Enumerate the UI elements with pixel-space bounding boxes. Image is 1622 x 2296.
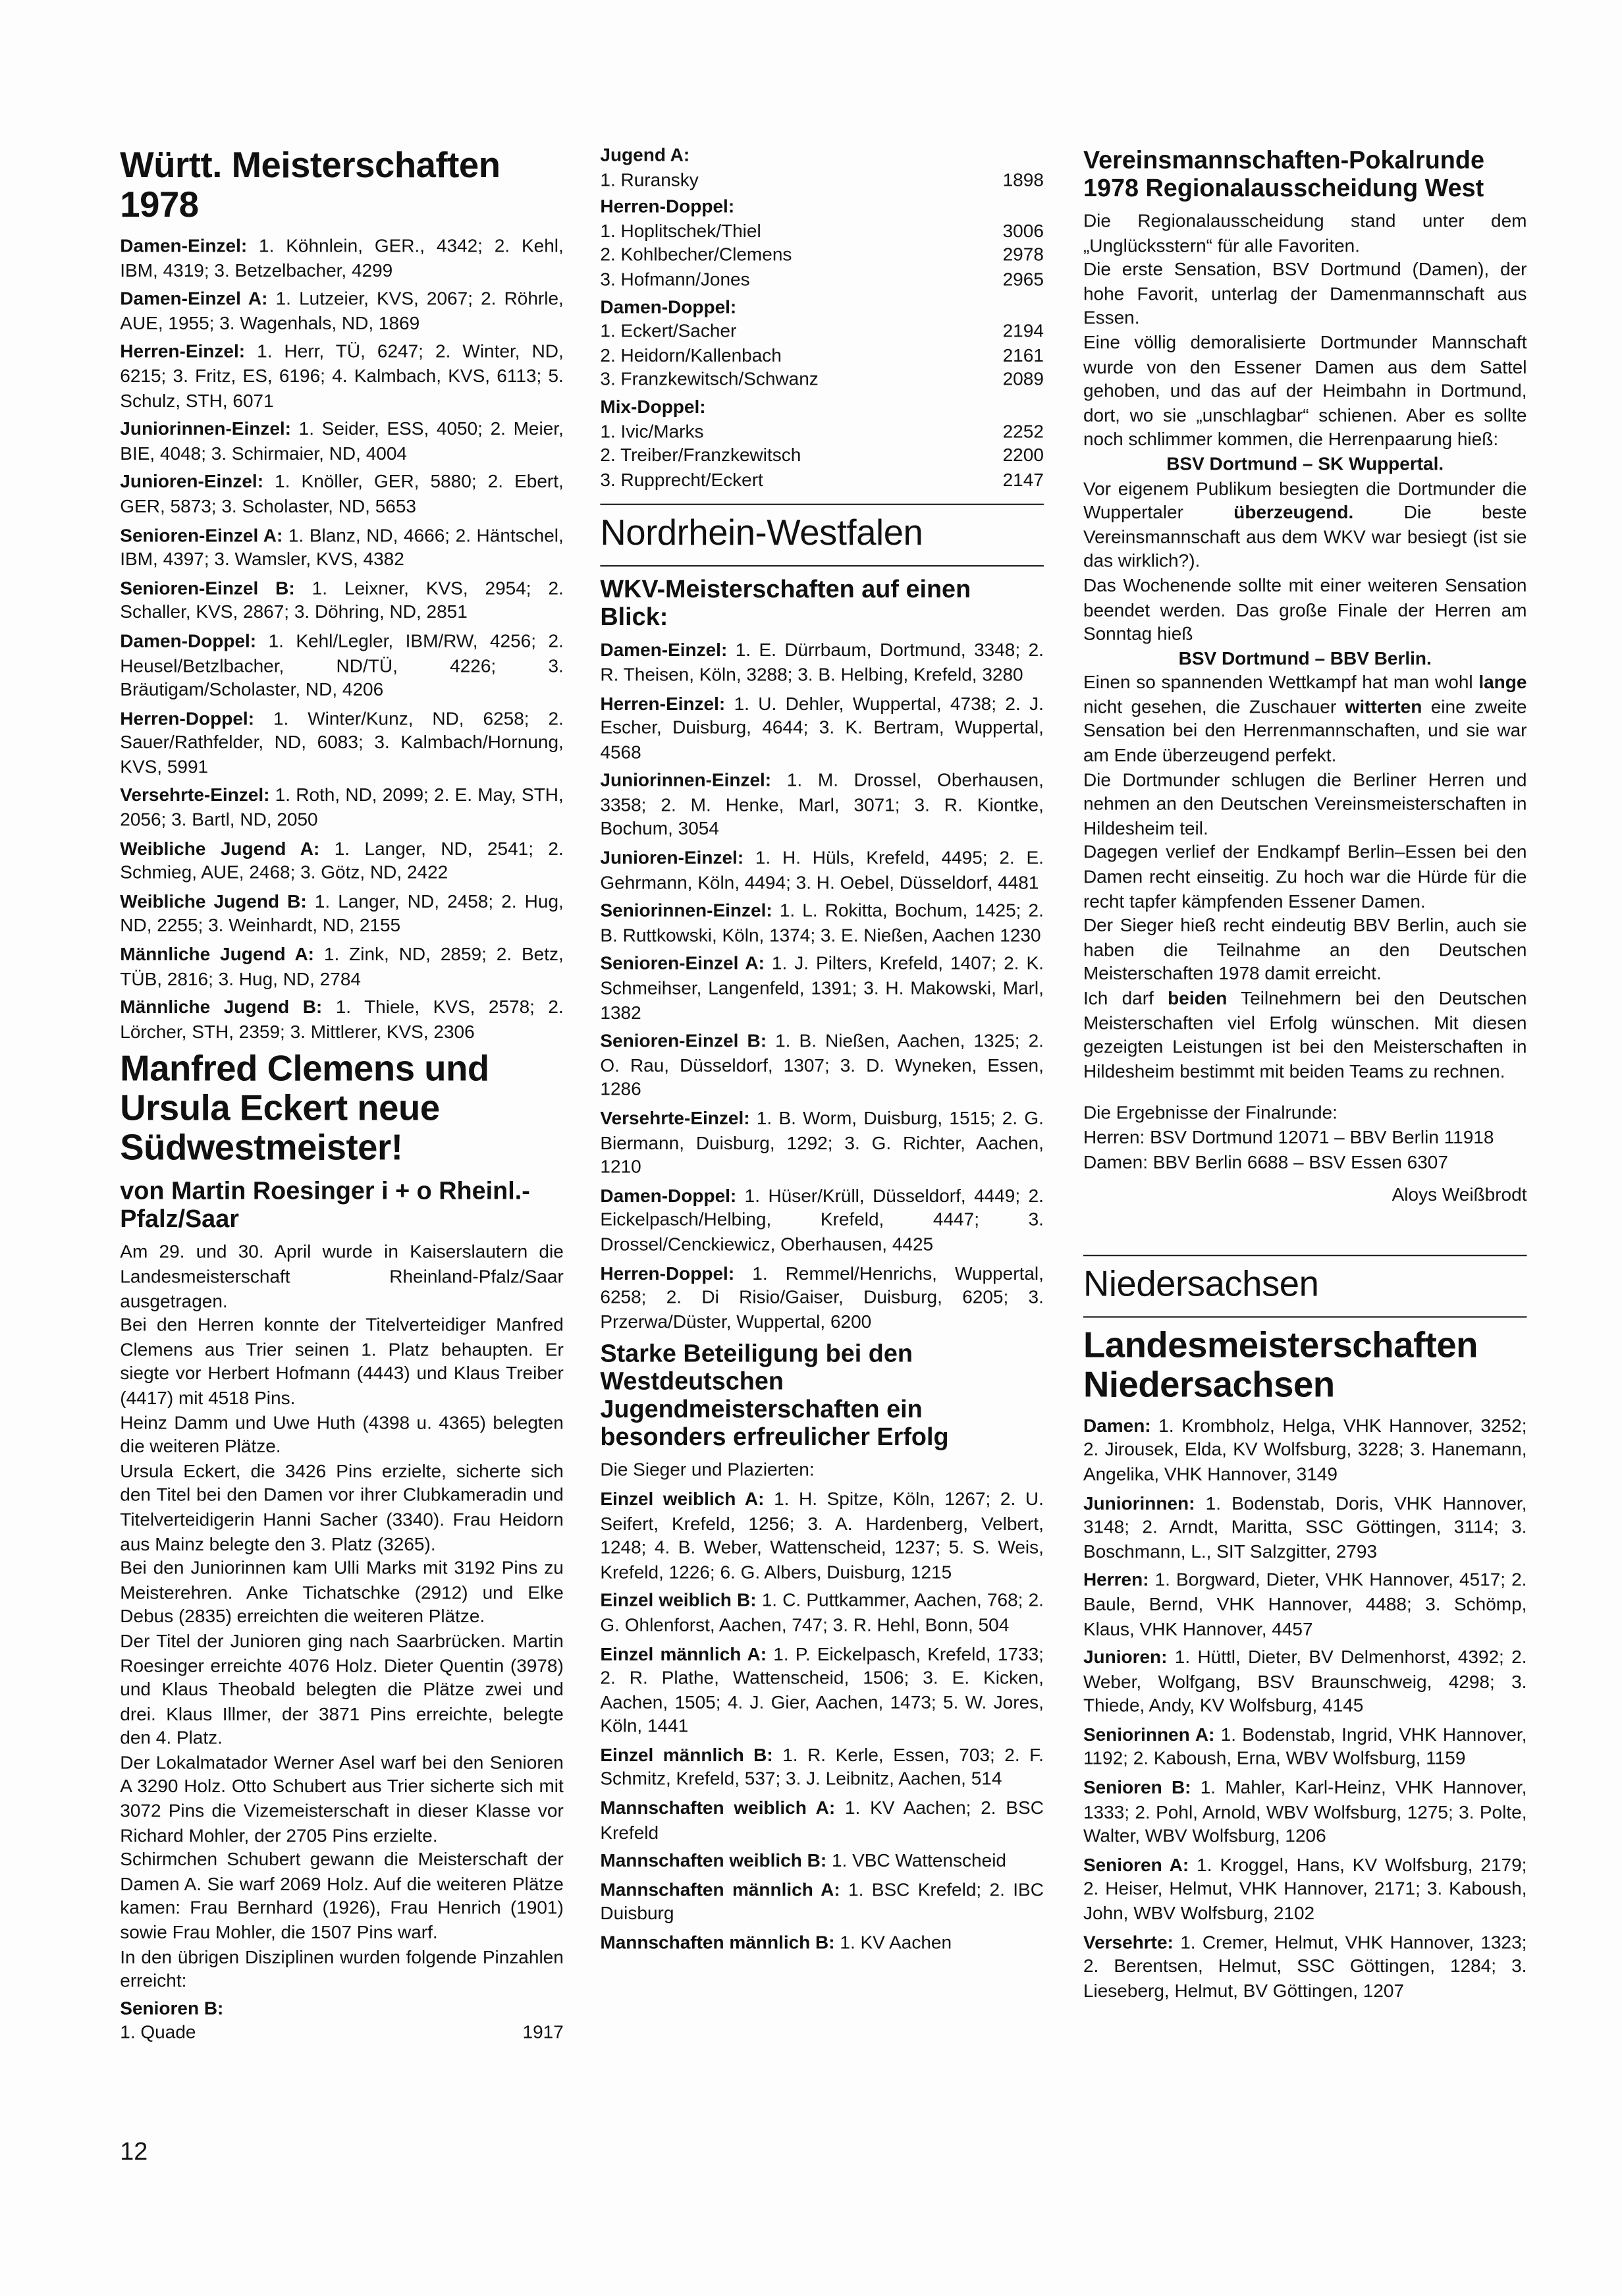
result-name: 3. Hofmann/Jones <box>600 269 750 290</box>
category-label: Damen-Einzel: <box>600 640 728 661</box>
paragraph <box>1083 209 1527 258</box>
sub-heading: WKV-Meisterschaften auf einen Blick: <box>600 576 971 632</box>
text-run: Die Sieger und Plazierten: <box>600 1460 815 1481</box>
region-heading: Niedersachsen <box>1083 1265 1319 1305</box>
category-label: Damen-Einzel: <box>120 235 248 257</box>
paragraph <box>120 996 564 1045</box>
paragraph <box>1083 1101 1527 1126</box>
text-run: 1. H. Spitze, Köln, 1267; 2. U. Seifert, Krefeld, 1256; 3. A. Hardenberg, Velbert, 1248; 4. B. Weber, Wattenscheid, 1237; 5. S. Weis, Krefeld, 1226; 6. G. Albers, Duisburg, 1215 <box>600 1489 1044 1583</box>
paragraph <box>120 418 564 466</box>
result-score: 1898 <box>1002 169 1044 190</box>
paragraph <box>1083 1414 1527 1487</box>
sub-heading: von Martin Roesinger i + o Rheinl.-Pfalz/Saar <box>120 1178 530 1234</box>
text-run: Dagegen verlief der Endkampf Berlin–Essen bei den Damen recht einseitig. Zu hoch war die Hürde für die recht tapfer kämpfenden Essener Damen. <box>1083 842 1527 912</box>
result-name: 3. Franzkewitsch/Schwanz <box>600 369 819 391</box>
result-name: 1. Quade <box>120 2022 196 2043</box>
text-run: 1. Bodenstab, Ingrid, VHK Hannover, 1192; 2. Kaboush, Erna, WBV Wolfsburg, 1159 <box>1083 1724 1527 1770</box>
paragraph <box>120 524 564 572</box>
paragraph <box>120 576 564 625</box>
text-run: eine zweite Sensation bei den Herrenmannschaften, und sie war am Ende überzeugend perfekt. <box>1083 696 1527 766</box>
category-label: Männliche Jugend A: <box>120 944 315 965</box>
sub-heading: Vereinsmannschaften-Pokalrunde 1978 Regionalausscheidung West <box>1083 146 1484 202</box>
paragraph <box>600 1797 1044 1845</box>
paragraph <box>1083 477 1527 574</box>
paragraph <box>1083 1568 1527 1641</box>
category-label: Mix-Doppel: <box>600 396 706 418</box>
text-run: Heinz Damm und Uwe Huth (4398 u. 4365) belegten die weiteren Plätze. <box>120 1412 564 1458</box>
text-run: 1. Langer, ND, 2541; 2. Schmieg, AUE, 2468; 3. Götz, ND, 2422 <box>120 838 564 883</box>
spacer <box>1083 1084 1527 1102</box>
result-name: 2. Heidorn/Kallenbach <box>600 345 782 366</box>
result-row <box>600 368 1044 393</box>
category-label: Senioren-Einzel A: <box>120 524 283 546</box>
paragraph <box>120 234 564 283</box>
paragraph <box>1083 1930 1527 2004</box>
category-label: Herren-Einzel: <box>120 341 246 362</box>
text-run: 1. Seider, ESS, 4050; 2. Meier, BIE, 4048; 3. Schirmaier, ND, 4004 <box>120 419 564 464</box>
paragraph <box>120 470 564 519</box>
category-label: Weibliche Jugend B: <box>120 891 307 912</box>
match-pairing: BSV Dortmund – SK Wuppertal. <box>1166 453 1444 475</box>
text-run: Die Regionalausscheidung stand unter dem „Unglücksstern“ für alle Favoriten. <box>1083 211 1527 256</box>
paragraph <box>120 1460 564 1557</box>
category-label: überzeugend. <box>1233 502 1354 523</box>
category-label: Juniorinnen: <box>1083 1492 1195 1514</box>
category-label: Herren-Doppel: <box>600 196 735 217</box>
category-label: Damen-Doppel: <box>600 1186 737 1207</box>
result-score: 2965 <box>1002 269 1044 290</box>
text-run: 1. M. Drossel, Oberhausen, 3358; 2. M. Henke, Marl, 3071; 3. R. Kiontke, Bochum, 3054 <box>600 770 1044 840</box>
category-label: Herren-Doppel: <box>600 1263 735 1284</box>
paragraph <box>600 1642 1044 1739</box>
paragraph <box>120 837 564 886</box>
text-run: Bei den Herren konnte der Titelverteidiger Manfred Clemens aus Trier seinen 1. Platz behaupten. Er siegte vor Herbert Hofmann (4443) und Klaus Treiber (4417) mit 4518 Pins. <box>120 1315 564 1409</box>
category-label: witterten <box>1345 696 1422 717</box>
text-run: Der Lokalmatador Werner Asel warf bei den Senioren A 3290 Holz. Otto Schubert aus Trier sicherte sich mit 3072 Pins die Vizemeisterschaft in dieser Klasse vor Richard Mohler, der 2705 Pins erzielte. <box>120 1752 564 1846</box>
category-label: Mannschaften weiblich A: <box>600 1797 836 1818</box>
text-run: Vor eigenem Publikum besiegten die Dortmunder die Wuppertaler <box>1083 478 1527 523</box>
category-label: Damen-Einzel A: <box>120 288 268 310</box>
text-run: 1. B. Worm, Duisburg, 1515; 2. G. Biermann, Duisburg, 1292; 3. G. Richter, Aachen, 1210 <box>600 1108 1044 1178</box>
result-row <box>600 344 1044 368</box>
text-run: Eine völlig demoralisierte Dortmunder Mannschaft wurde von den Essener Damen aus dem Sattel gehoben, und das auf der Heimbahn in Dortmund, dort, wo sie „unschlagbar“ schienen. Aber es sollte noch schlimmer kommen, die Herrenpaarung hieß: <box>1083 332 1527 451</box>
category-label: Herren: <box>1083 1570 1149 1591</box>
text-run: Teilnehmern bei den Deutschen Meisterschaften viel Erfolg wünschen. Mit diesen gezeigten Leistungen ist bei den Meisterschaften in Hildesheim bestimmt mit beiden Teams zu rechnen. <box>1083 988 1527 1082</box>
paragraph <box>120 341 564 414</box>
result-name: 1. Ivic/Marks <box>600 421 704 442</box>
text-run: Herren: BSV Dortmund 12071 – BBV Berlin 11918 <box>1083 1127 1494 1148</box>
text-run: 1. Leixner, KVS, 2954; 2. Schaller, KVS, 2867; 3. Döhring, ND, 2851 <box>120 578 564 623</box>
text-run: 1. Winter/Kunz, ND, 6258; 2. Sauer/Rathfelder, ND, 6083; 3. Kalmbach/Hornung, KVS, 5991 <box>120 708 564 778</box>
category-label: Damen-Doppel: <box>600 296 737 317</box>
paragraph <box>600 1589 1044 1638</box>
result-row <box>600 244 1044 268</box>
text-run: 1. Hüttl, Dieter, BV Delmenhorst, 4392; 2. Weber, Wolfgang, BSV Braunschweig, 4298; 3. Thiede, Andy, KV Wolfsburg, 4145 <box>1083 1647 1527 1716</box>
paragraph <box>1083 768 1527 841</box>
text-run: 1. Köhnlein, GER., 4342; 2. Kehl, IBM, 4319; 3. Betzelbacher, 4299 <box>120 235 564 281</box>
paragraph <box>600 639 1044 688</box>
text-run: Die beste Vereinsmannschaft aus dem WKV war besiegt (ist sie das wirklich?). <box>1083 502 1527 572</box>
column-right <box>1083 140 1527 2008</box>
divider-rule <box>1083 1254 1527 1255</box>
text-run: Ursula Eckert, die 3426 Pins erzielte, sicherte sich den Titel bei den Damen vor ihrer Clubkameradin und Titelverteidigerin Hanni Sacher (3340). Frau Heidorn aus Mainz belegte den 3. Platz (3265). <box>120 1460 564 1554</box>
text-run: 1. Knöller, GER, 5880; 2. Ebert, GER, 5873; 3. Scholaster, ND, 5653 <box>120 472 564 517</box>
paragraph <box>1083 1723 1527 1772</box>
paragraph <box>600 1931 1044 1955</box>
paragraph <box>120 1411 564 1460</box>
result-score: 2200 <box>1002 445 1044 466</box>
paragraph <box>1083 914 1527 987</box>
results-table <box>600 395 1044 493</box>
text-run: Die erste Sensation, BSV Dortmund (Damen), der hohe Favorit, unterlag der Damenmannschaft aus Essen. <box>1083 259 1527 329</box>
text-run: Damen: BBV Berlin 6688 – BSV Essen 6307 <box>1083 1151 1448 1172</box>
paragraph <box>600 846 1044 895</box>
text-run: 1. Roth, ND, 2099; 2. E. May, STH, 2056; 3. Bartl, ND, 2050 <box>120 785 564 831</box>
text-run: 1. Herr, TÜ, 6247; 2. Winter, ND, 6215; 3. Fritz, ES, 6196; 4. Kalmbach, KVS, 6113; 5. Schulz, STH, 6071 <box>120 341 564 411</box>
text-run: Das Wochenende sollte mit einer weiteren Sensation beendet werden. Das große Finale der Herren am Sonntag hieß <box>1083 575 1527 645</box>
text-run: 1. Hüser/Krüll, Düsseldorf, 4449; 2. Eickelpasch/Helbing, Krefeld, 4447; 3. Drossel/Cenckiewicz, Oberhausen, 4425 <box>600 1186 1044 1255</box>
category-label: Einzel männlich A: <box>600 1643 767 1664</box>
text-run: Die Ergebnisse der Finalrunde: <box>1083 1103 1338 1124</box>
result-row <box>600 444 1044 468</box>
text-run: 1. Thiele, KVS, 2578; 2. Lörcher, STH, 2359; 3. Mittlerer, KVS, 2306 <box>120 997 564 1043</box>
result-row <box>600 168 1044 192</box>
paragraph <box>120 1313 564 1411</box>
text-run: 1. Bodenstab, Doris, VHK Hannover, 3148; 2. Arndt, Maritta, SSC Göttingen, 3114; 3. Boschmann, L., SIT Salzgitter, 2793 <box>1083 1492 1527 1562</box>
text-run: 1. Lutzeier, KVS, 2067; 2. Röhrle, AUE, 1955; 3. Wagenhals, ND, 1869 <box>120 288 564 334</box>
category-label: Versehrte-Einzel: <box>120 785 270 806</box>
result-score: 2147 <box>1002 469 1044 491</box>
paragraph <box>120 1556 564 1629</box>
paragraph <box>600 769 1044 842</box>
paragraph <box>1083 1150 1527 1174</box>
result-name: 1. Eckert/Sacher <box>600 321 737 342</box>
paragraph <box>120 943 564 992</box>
text-run: Einen so spannenden Wettkampf hat man wohl <box>1083 672 1479 694</box>
category-label: Senioren B: <box>1083 1777 1191 1798</box>
text-run: 1. Borgward, Dieter, VHK Hannover, 4517; 2. Baule, Bernd, VHK Hannover, 4488; 3. Schömp, Klaus, VHK Hannover, 4457 <box>1083 1570 1527 1639</box>
text-run: Der Sieger hieß recht eindeutig BBV Berlin, auch sie haben die Teilnahme an den Deutschen Meisterschaften 1978 damit erreicht. <box>1083 915 1527 985</box>
category-label: Männliche Jugend B: <box>120 997 323 1018</box>
paragraph <box>1083 1853 1527 1927</box>
category-label: Versehrte: <box>1083 1932 1174 1953</box>
result-name: 2. Kohlbecher/Clemens <box>600 245 792 266</box>
paragraph <box>600 1107 1044 1180</box>
paragraph <box>1083 331 1527 452</box>
paragraph <box>120 1629 564 1751</box>
results-table <box>600 195 1044 292</box>
text-run: 1. Kroggel, Hans, KV Wolfsburg, 2179; 2. Heiser, Helmut, VHK Hannover, 2171; 3. Kaboush, John, WBV Wolfsburg, 2102 <box>1083 1855 1527 1924</box>
paragraph <box>1083 671 1527 769</box>
paragraph <box>600 1878 1044 1927</box>
result-name: 1. Ruransky <box>600 169 699 190</box>
category-label: Mannschaften weiblich B: <box>600 1851 827 1872</box>
category-label: Mannschaften männlich A: <box>600 1879 840 1900</box>
result-score: 2194 <box>1002 321 1044 342</box>
result-row <box>600 420 1044 444</box>
paragraph <box>120 890 564 939</box>
category-label: Damen-Doppel: <box>120 630 257 651</box>
text-run: Ich darf <box>1083 988 1168 1009</box>
result-score: 3006 <box>1002 221 1044 242</box>
author-name: Aloys Weißbrodt <box>1392 1184 1527 1205</box>
result-row <box>120 2021 564 2046</box>
category-label: Einzel weiblich A: <box>600 1489 765 1510</box>
results-table <box>120 1997 564 2046</box>
text-run: 1. P. Eickelpasch, Krefeld, 1733; 2. R. Plathe, Wattenscheid, 1506; 3. E. Kicken, Aachen, 1505; 4. J. Gier, Aachen, 1473; 5. W. Jores, Köln, 1441 <box>600 1643 1044 1737</box>
text-run: 1. KV Aachen <box>834 1932 952 1954</box>
text-run: 1. Zink, ND, 2859; 2. Betz, TÜB, 2816; 3. Hug, ND, 2784 <box>120 944 564 989</box>
section-heading: Landesmeisterschaften Niedersachsen <box>1083 1326 1478 1406</box>
paragraph <box>600 692 1044 765</box>
paragraph <box>1083 258 1527 331</box>
text-run: 1. Cremer, Helmut, VHK Hannover, 1323; 2. Berentsen, Helmut, SSC Göttingen, 1284; 3. Lieseberg, Helmut, BV Göttingen, 1207 <box>1083 1932 1527 2002</box>
text-run: Schirmchen Schubert gewann die Meisterschaft der Damen A. Sie warf 2069 Holz. Auf die weiteren Plätze kamen: Frau Bernhard (1926), Frau Henrich (1901) sowie Frau Mohler, die 1507 Pins warf. <box>120 1849 564 1943</box>
text-run: 1. J. Pilters, Krefeld, 1407; 2. K. Schmeihser, Langenfeld, 1391; 3. H. Makowski, Marl, 1382 <box>600 954 1044 1023</box>
region-heading: Nordrhein-Westfalen <box>600 514 923 554</box>
category-label: Juniorinnen-Einzel: <box>120 419 292 440</box>
paragraph <box>120 784 564 833</box>
text-run: 1. Mahler, Karl-Heinz, VHK Hannover, 1333; 2. Pohl, Arnold, WBV Wolfsburg, 1275; 3. Polte, Walter, WBV Wolfsburg, 1206 <box>1083 1777 1527 1847</box>
result-row <box>600 268 1044 292</box>
divider-rule <box>600 504 1044 505</box>
page-number: 12 <box>120 2137 148 2166</box>
text-run: Die Dortmunder schlugen die Berliner Herren und nehmen an den Deutschen Vereinsmeisterschaften in Hildesheim teil. <box>1083 769 1527 839</box>
text-run: Der Titel der Junioren ging nach Saarbrücken. Martin Roesinger erreichte 4076 Holz. Dieter Quentin (3978) und Klaus Theobald belegten die Plätze zwei und drei. Klaus Illmer, der 3871 Pins erreichte, belegte den 4. Platz. <box>120 1631 564 1749</box>
paragraph <box>1083 987 1527 1084</box>
paragraph <box>1083 574 1527 647</box>
section-heading: Manfred Clemens und Ursula Eckert neue Südwestmeister! <box>120 1050 489 1169</box>
divider-rule <box>600 566 1044 567</box>
category-label: Herren-Doppel: <box>120 708 255 729</box>
paragraph <box>120 630 564 703</box>
paragraph <box>600 1029 1044 1103</box>
category-label: Juniorinnen-Einzel: <box>600 770 772 791</box>
text-run: Am 29. und 30. April wurde in Kaiserslautern die Landesmeisterschaft Rheinland-Pfalz/Saar ausgetragen. <box>120 1242 564 1311</box>
result-name: 3. Rupprecht/Eckert <box>600 469 763 491</box>
paragraph <box>1083 1491 1527 1564</box>
category-label: Versehrte-Einzel: <box>600 1108 750 1129</box>
category-label: Weibliche Jugend A: <box>120 838 320 860</box>
category-label: Senioren A: <box>1083 1855 1189 1876</box>
spacer <box>1083 1207 1527 1225</box>
text-run: 1. L. Rokitta, Bochum, 1425; 2. B. Ruttkowski, Köln, 1374; 3. E. Nießen, Aachen 1230 <box>600 900 1044 946</box>
text-run: 1. VBC Wattenscheid <box>826 1851 1007 1872</box>
text-run: 1. H. Hüls, Krefeld, 4495; 2. E. Gehrmann, Köln, 4494; 3. H. Oebel, Düsseldorf, 4481 <box>600 848 1044 893</box>
sub-heading: Starke Beteiligung bei den Westdeutschen Jugendmeisterschaften ein besonders erfreulicher Erfolg <box>600 1340 949 1452</box>
result-score: 1917 <box>522 2022 564 2043</box>
paragraph <box>120 1241 564 1314</box>
paragraph <box>1083 1776 1527 1849</box>
paragraph <box>600 1261 1044 1334</box>
paragraph <box>600 1849 1044 1874</box>
result-score: 2089 <box>1002 369 1044 391</box>
results-table <box>600 295 1044 393</box>
result-row <box>600 468 1044 493</box>
result-score: 2161 <box>1002 345 1044 366</box>
paragraph <box>600 952 1044 1025</box>
category-label: Senioren-Einzel B: <box>600 1031 767 1052</box>
category-label: Seniorinnen A: <box>1083 1724 1215 1745</box>
text-run: 1. BSC Krefeld; 2. IBC Duisburg <box>600 1879 1044 1925</box>
paragraph <box>1083 1126 1527 1150</box>
result-name: 1. Hoplitschek/Thiel <box>600 221 761 242</box>
paragraph <box>120 1945 564 1994</box>
paragraph <box>600 1184 1044 1257</box>
paragraph <box>600 1743 1044 1792</box>
category-label: Herren-Einzel: <box>600 693 726 714</box>
text-run: 1. KV Aachen; 2. BSC Krefeld <box>600 1797 1044 1843</box>
category-label: Einzel männlich B: <box>600 1745 773 1766</box>
paragraph <box>120 287 564 336</box>
result-row <box>600 219 1044 244</box>
category-label: Damen: <box>1083 1415 1151 1436</box>
text-run: 1. C. Puttkammer, Aachen, 768; 2. G. Ohlenforst, Aachen, 747; 3. R. Hehl, Bonn, 504 <box>600 1590 1044 1635</box>
column-left <box>120 140 564 2045</box>
paragraph <box>120 1751 564 1848</box>
text-run: In den übrigen Disziplinen wurden folgende Pinzahlen erreicht: <box>120 1946 564 1992</box>
paragraph <box>120 1848 564 1946</box>
text-run: Bei den Juniorinnen kam Ulli Marks mit 3192 Pins zu Meisterehren. Anke Tichatschke (2912) und Elke Debus (2835) erreichten die weiteren Plätze. <box>120 1558 564 1627</box>
category-label: Senioren-Einzel B: <box>120 578 295 599</box>
category-label: Seniorinnen-Einzel: <box>600 900 772 921</box>
text-run: 1. Krombholz, Helga, VHK Hannover, 3252; 2. Jirousek, Elda, KV Wolfsburg, 3228; 3. Hanemann, Angelika, VHK Hannover, 3149 <box>1083 1415 1527 1485</box>
divider-rule <box>1083 1316 1527 1317</box>
paragraph <box>600 1487 1044 1585</box>
match-pairing: BSV Dortmund – BBV Berlin. <box>1178 648 1432 669</box>
text-run: 1. Kehl/Legler, IBM/RW, 4256; 2. Heusel/Betzlbacher, ND/TÜ, 4226; 3. Bräutigam/Scholaster, ND, 4206 <box>120 630 564 700</box>
text-run: 1. Blanz, ND, 4666; 2. Häntschel, IBM, 4397; 3. Wamsler, KVS, 4382 <box>120 524 564 570</box>
paragraph <box>1083 841 1527 914</box>
spacer <box>1083 1225 1527 1243</box>
paragraph <box>600 899 1044 948</box>
category-label: beiden <box>1168 988 1228 1009</box>
text-run: 1. Langer, ND, 2458; 2. Hug, ND, 2255; 3. Weinhardt, ND, 2155 <box>120 891 564 937</box>
text-run: 1. B. Nießen, Aachen, 1325; 2. O. Rau, Düsseldorf, 1307; 3. D. Wyneken, Essen, 1286 <box>600 1031 1044 1101</box>
category-label: Senioren-Einzel A: <box>600 954 765 975</box>
result-score: 2978 <box>1002 245 1044 266</box>
result-score: 2252 <box>1002 421 1044 442</box>
category-label: lange <box>1478 672 1527 694</box>
text-run: 1. Remmel/Henrichs, Wuppertal, 6258; 2. Di Risio/Gaiser, Duisburg, 6205; 3. Przerwa/Düster, Wuppertal, 6200 <box>600 1263 1044 1332</box>
category-label: Junioren-Einzel: <box>120 472 264 493</box>
category-label: Einzel weiblich B: <box>600 1590 757 1611</box>
section-heading: Württ. Meisterschaften 1978 <box>120 146 500 226</box>
text-run: nicht gesehen, die Zuschauer <box>1083 696 1345 717</box>
text-run: 1. E. Dürrbaum, Dortmund, 3348; 2. R. Theisen, Köln, 3288; 3. B. Helbing, Krefeld, 3280 <box>600 640 1044 686</box>
text-run: 1. U. Dehler, Wuppertal, 4738; 2. J. Escher, Duisburg, 4644; 3. K. Bertram, Wuppertal, 4568 <box>600 693 1044 763</box>
column-middle <box>600 140 1044 1959</box>
category-label: Senioren B: <box>120 1998 224 2019</box>
result-row <box>600 319 1044 344</box>
category-label: Jugend A: <box>600 145 690 166</box>
paragraph <box>1083 1646 1527 1719</box>
category-label: Junioren-Einzel: <box>600 848 744 869</box>
paragraph <box>120 707 564 780</box>
results-table <box>600 144 1044 192</box>
paragraph <box>600 1459 1044 1483</box>
result-name: 2. Treiber/Franzkewitsch <box>600 445 801 466</box>
category-label: Junioren: <box>1083 1647 1168 1668</box>
text-run: 1. R. Kerle, Essen, 703; 2. F. Schmitz, Krefeld, 537; 3. J. Leibnitz, Aachen, 514 <box>600 1745 1044 1790</box>
category-label: Mannschaften männlich B: <box>600 1932 835 1954</box>
